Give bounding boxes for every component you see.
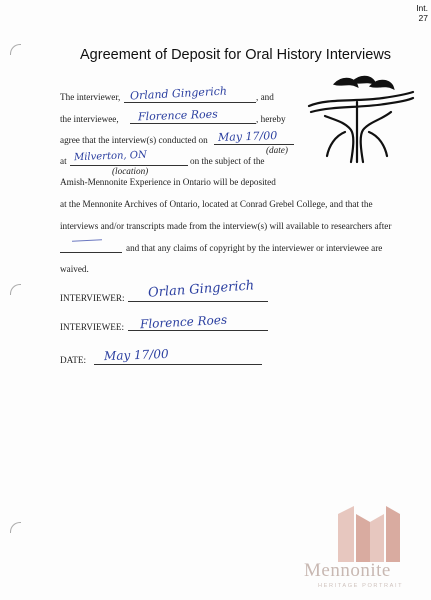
location-handwritten: Milverton, ON [73, 149, 147, 164]
page-title: Agreement of Deposit for Oral History Interviews [80, 47, 392, 63]
interviewee-prefix: the interviewee, [60, 114, 119, 124]
paragraph-line-5: at the Mennonite Archives of Ontario, located at Conrad Grebel College, and that the [60, 199, 373, 209]
interviewer-label: INTERVIEWER: [60, 293, 125, 303]
interviewee-name-handwritten: Florence Roes [137, 107, 219, 124]
date-caption: (date) [266, 145, 288, 155]
interviewer-suffix: , and [256, 92, 274, 102]
watermark-name: Mennonite [304, 560, 391, 581]
watermark-subtitle: HERITAGE PORTRAIT [318, 583, 404, 589]
interviewee-name-line [130, 123, 256, 124]
interviewee-label: INTERVIEWEE: [60, 322, 125, 332]
paragraph-line-7: and that any claims of copyright by the interviewer or interviewee are [126, 243, 383, 253]
archive-logo-icon [305, 72, 415, 164]
interviewer-signature: Orlan Gingerich [147, 278, 255, 301]
interview-date-handwritten: May 17/00 [217, 128, 278, 145]
paragraph-line-8: waived. [60, 264, 89, 274]
at-text: at [60, 156, 67, 166]
corner-label-line2: 27 [418, 13, 428, 23]
interviewee-signature: Florence Roes [139, 312, 228, 332]
punch-hole-mark [10, 522, 21, 533]
interviewer-signature-line [128, 301, 268, 302]
punch-hole-mark [10, 284, 21, 295]
release-date-mark [72, 239, 102, 242]
signature-date-handwritten: May 17/00 [103, 346, 169, 364]
interviewee-suffix: , hereby [256, 114, 286, 124]
punch-hole-mark [10, 44, 21, 55]
corner-label-line1: Int. [416, 3, 428, 13]
interviewer-prefix: The interviewer, [60, 92, 121, 102]
paragraph-line-4: Amish-Mennonite Experience in Ontario will be deposited [60, 177, 276, 187]
signature-date-line [94, 364, 262, 365]
subject-text: on the subject of the [190, 156, 265, 166]
corner-label [400, 3, 428, 23]
location-caption: (location) [112, 166, 149, 176]
date-label: DATE: [60, 355, 87, 365]
mennonite-heritage-logo-icon [334, 504, 404, 564]
agree-text: agree that the interview(s) conducted on [60, 135, 208, 145]
paragraph-line-6: interviews and/or transcripts made from the interview(s) will available to researchers after [60, 221, 392, 231]
interviewer-name-line [124, 102, 256, 103]
release-date-line [60, 252, 122, 253]
interviewer-name-handwritten: Orland Gingerich [129, 84, 228, 103]
